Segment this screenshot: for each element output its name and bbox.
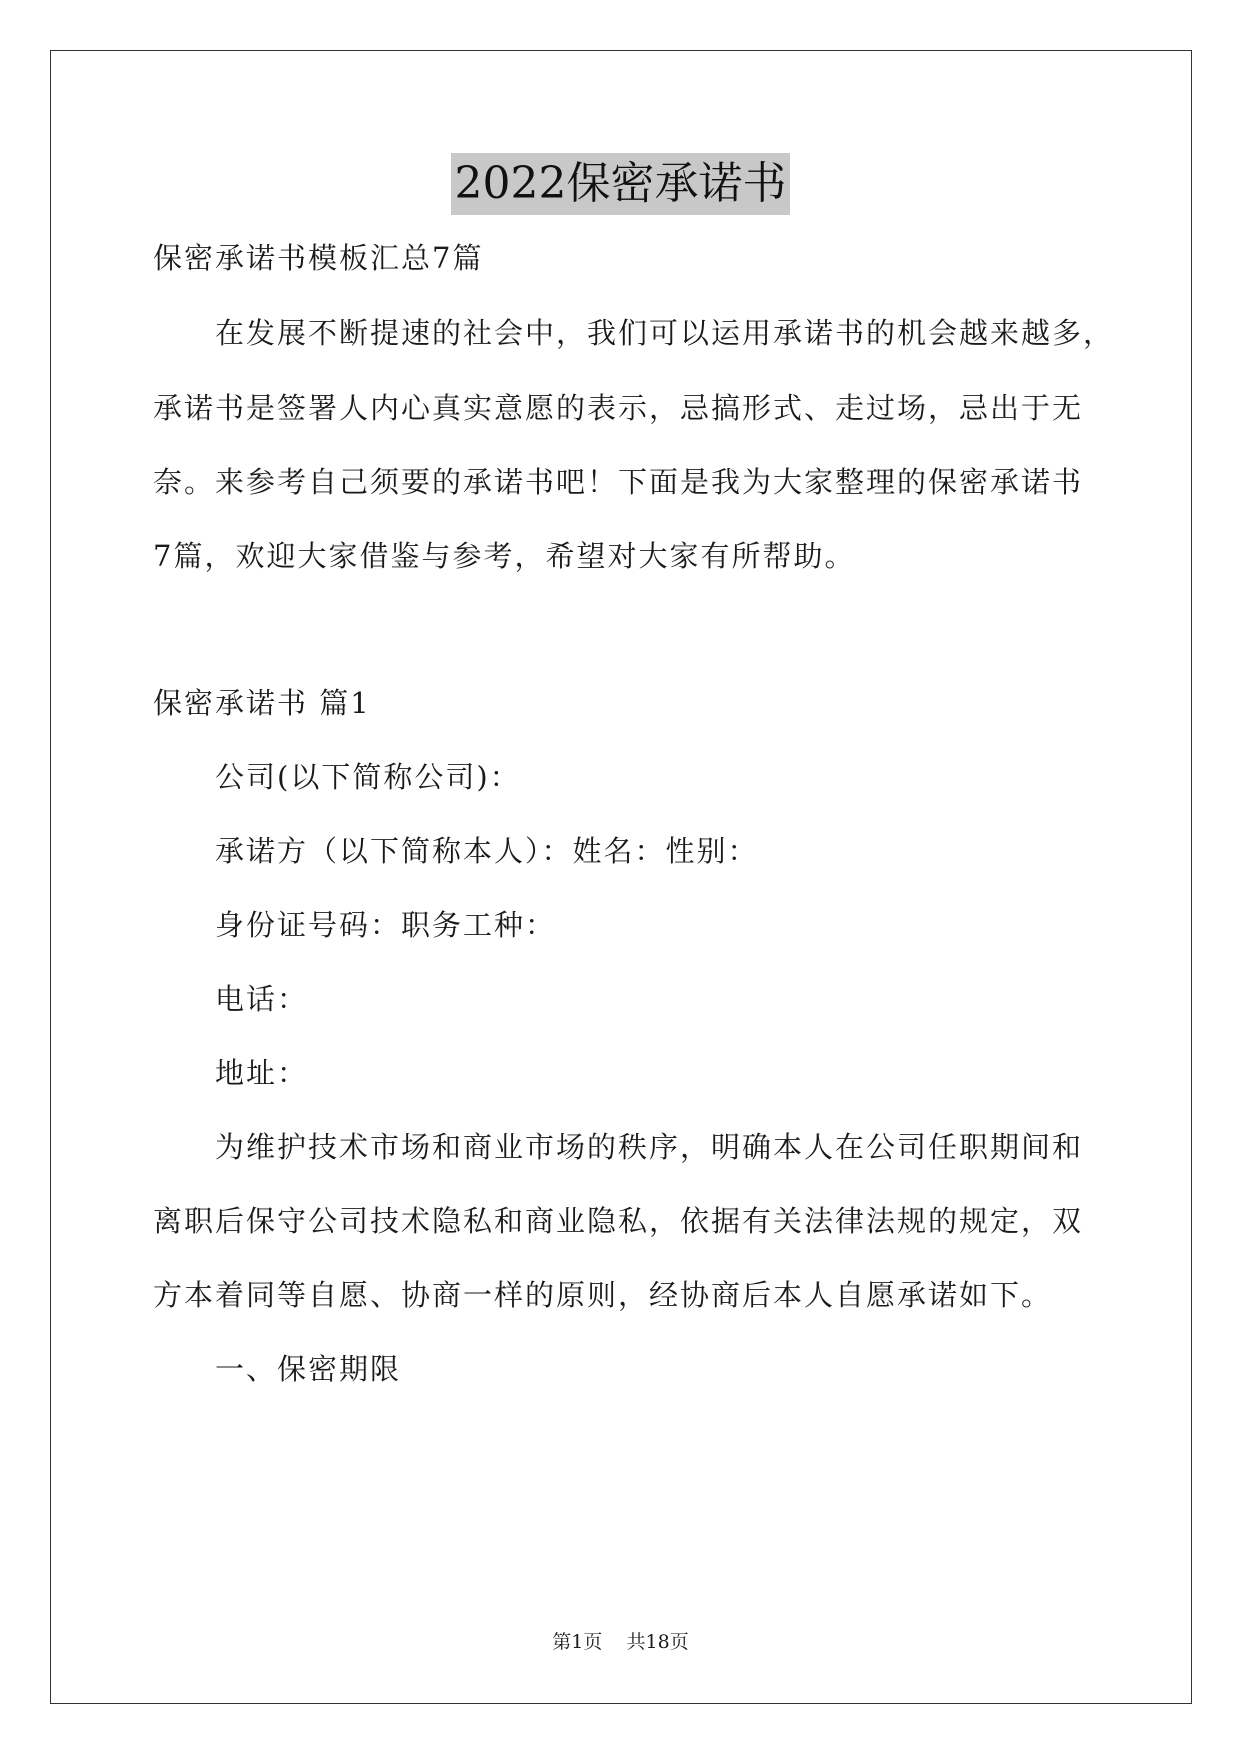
page-number: 第1页 [552,1631,603,1653]
document-title: 2022保密承诺书 [451,153,791,215]
page-footer [0,1630,1241,1654]
field-promisor: 承诺方（以下简称本人）：姓名：性别： [215,834,759,868]
body-line-1: 为维护技术市场和商业市场的秩序，明确本人在公司任职期间和 [215,1130,1084,1164]
field-company: 公司(以下简称公司)： [215,760,521,794]
page-border [50,50,1192,1704]
field-id-number: 身份证号码：职务工种： [215,908,557,942]
intro-line-4: 7篇，欢迎大家借鉴与参考，希望对大家有所帮助。 [153,539,856,573]
intro-line-1: 在发展不断提速的社会中，我们可以运用承诺书的机会越来越多， [215,316,1115,350]
title-container [0,153,1241,215]
body-line-2: 离职后保守公司技术隐私和商业隐私，依据有关法律法规的规定，双 [153,1204,1084,1238]
body-line-3: 方本着同等自愿、协商一样的原则，经协商后本人自愿承诺如下。 [153,1278,1053,1312]
field-address: 地址： [215,1056,309,1090]
intro-line-2: 承诺书是签署人内心真实意愿的表示，忌搞形式、走过场，忌出于无 [153,391,1084,425]
clause-heading: 一、保密期限 [215,1352,402,1386]
intro-line-3: 奈。来参考自己须要的承诺书吧！下面是我为大家整理的保密承诺书 [153,465,1084,499]
document-subtitle: 保密承诺书模板汇总7篇 [153,241,484,275]
page-total: 共18页 [626,1631,689,1653]
section-heading: 保密承诺书 篇1 [153,686,371,720]
field-phone: 电话： [215,982,309,1016]
